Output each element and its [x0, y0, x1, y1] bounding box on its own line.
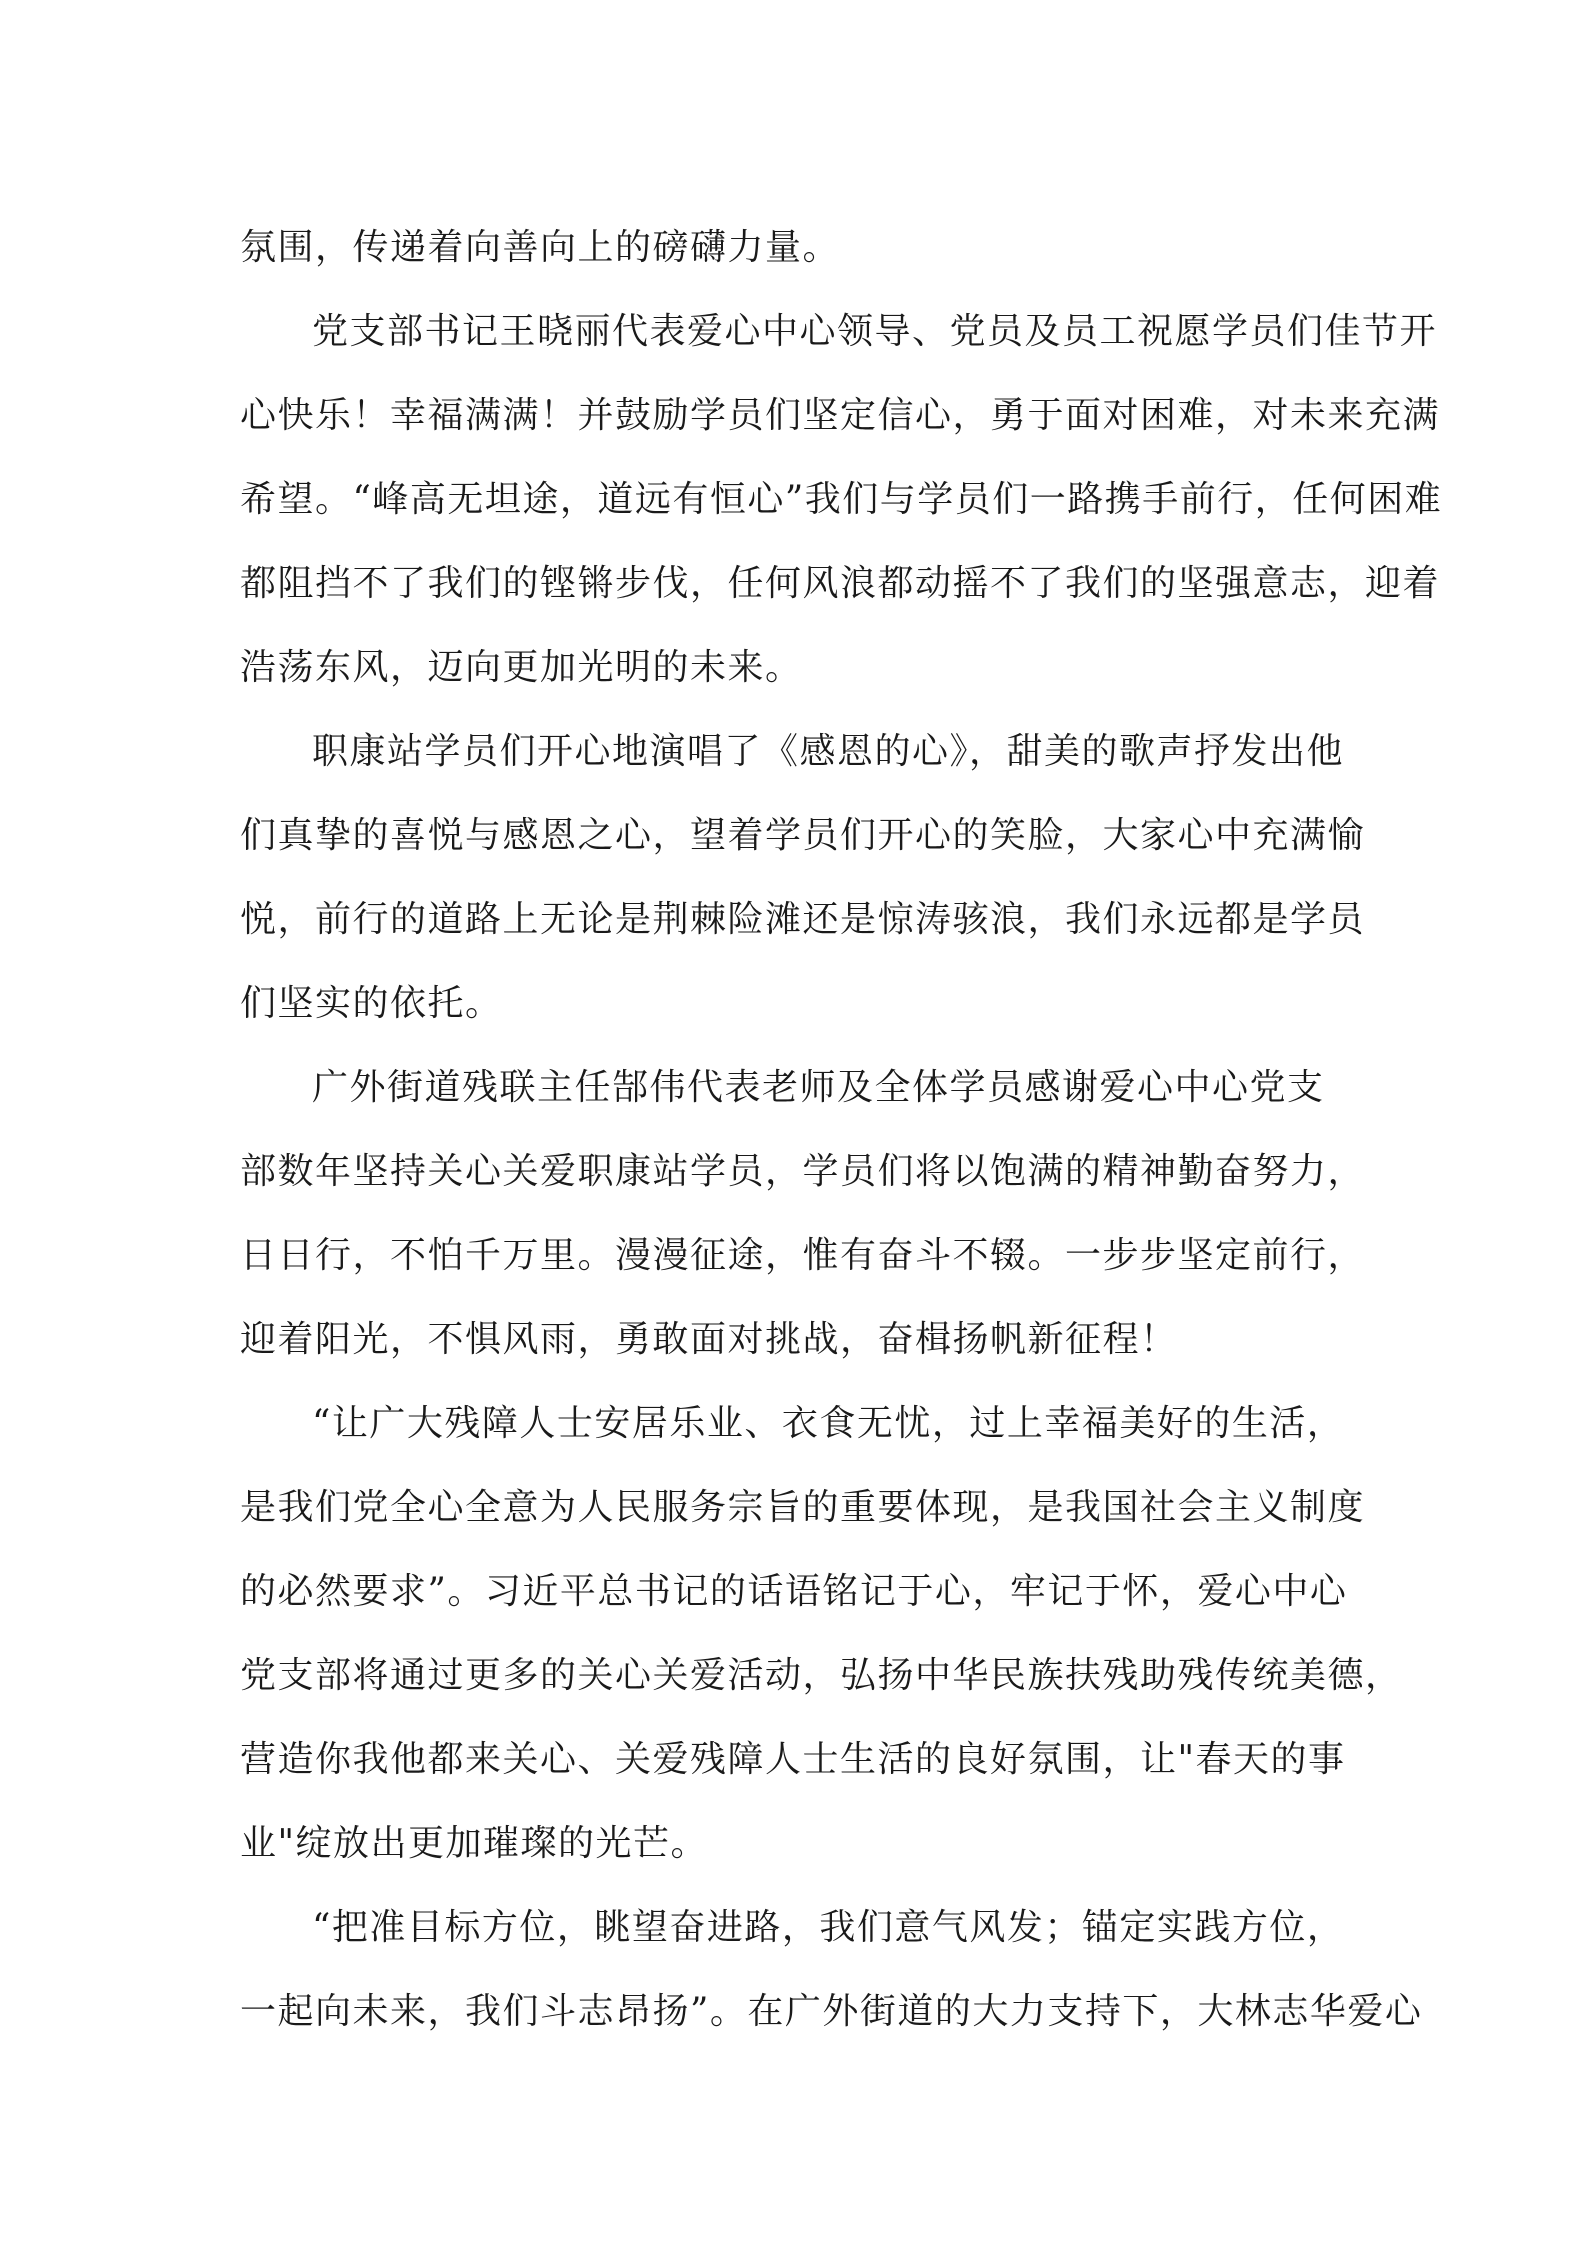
text-line-17: 的必然要求”。习近平总书记的话语铭记于心，牢记于怀，爱心中心 — [240, 1571, 1348, 1612]
text-line-19: 营造你我他都来关心、关爱残障人士生活的良好氛围，让"春天的事 — [240, 1739, 1346, 1780]
text-line-9: 悦，前行的道路上无论是荆棘险滩还是惊涛骇浪，我们永远都是学员 — [240, 899, 1366, 940]
text-line-11: 广外街道残联主任郜伟代表老师及全体学员感谢爱心中心党支 — [312, 1067, 1325, 1108]
text-line-5: 都阻挡不了我们的铿锵步伐，任何风浪都动摇不了我们的坚强意志，迎着 — [240, 563, 1441, 604]
text-line-10: 们坚实的依托。 — [240, 983, 503, 1024]
text-line-14: 迎着阳光，不惧风雨，勇敢面对挑战，奋楫扬帆新征程！ — [240, 1319, 1178, 1360]
text-line-3: 心快乐！幸福满满！并鼓励学员们坚定信心，勇于面对困难，对未来充满 — [240, 395, 1441, 436]
text-line-15: “让广大残障人士安居乐业、衣食无忧，过上幸福美好的生活， — [312, 1403, 1345, 1444]
text-line-20: 业"绽放出更加璀璨的光芒。 — [240, 1823, 709, 1864]
text-line-12: 部数年坚持关心关爱职康站学员，学员们将以饱满的精神勤奋努力， — [240, 1151, 1366, 1192]
text-line-8: 们真挚的喜悦与感恩之心，望着学员们开心的笑脸，大家心中充满愉 — [240, 815, 1366, 856]
text-line-1: 氛围，传递着向善向上的磅礴力量。 — [240, 227, 841, 268]
text-line-2: 党支部书记王晓丽代表爱心中心领导、党员及员工祝愿学员们佳节开 — [312, 311, 1438, 352]
text-line-6: 浩荡东风，迈向更加光明的未来。 — [240, 647, 803, 688]
text-line-13: 日日行，不怕千万里。漫漫征途，惟有奋斗不辍。一步步坚定前行， — [240, 1235, 1366, 1276]
text-line-21: “把准目标方位，眺望奋进路，我们意气风发；锚定实践方位， — [312, 1907, 1345, 1948]
article-body — [240, 206, 1443, 2054]
text-line-18: 党支部将通过更多的关心关爱活动，弘扬中华民族扶残助残传统美德， — [240, 1655, 1403, 1696]
text-line-7: 职康站学员们开心地演唱了《感恩的心》，甜美的歌声抒发出他 — [312, 731, 1345, 772]
text-line-22: 一起向未来，我们斗志昂扬”。在广外街道的大力支持下，大林志华爱心 — [240, 1991, 1423, 2032]
text-line-4: 希望。“峰高无坦途，道远有恒心”我们与学员们一路携手前行，任何困难 — [240, 479, 1443, 520]
text-line-16: 是我们党全心全意为人民服务宗旨的重要体现，是我国社会主义制度 — [240, 1487, 1366, 1528]
